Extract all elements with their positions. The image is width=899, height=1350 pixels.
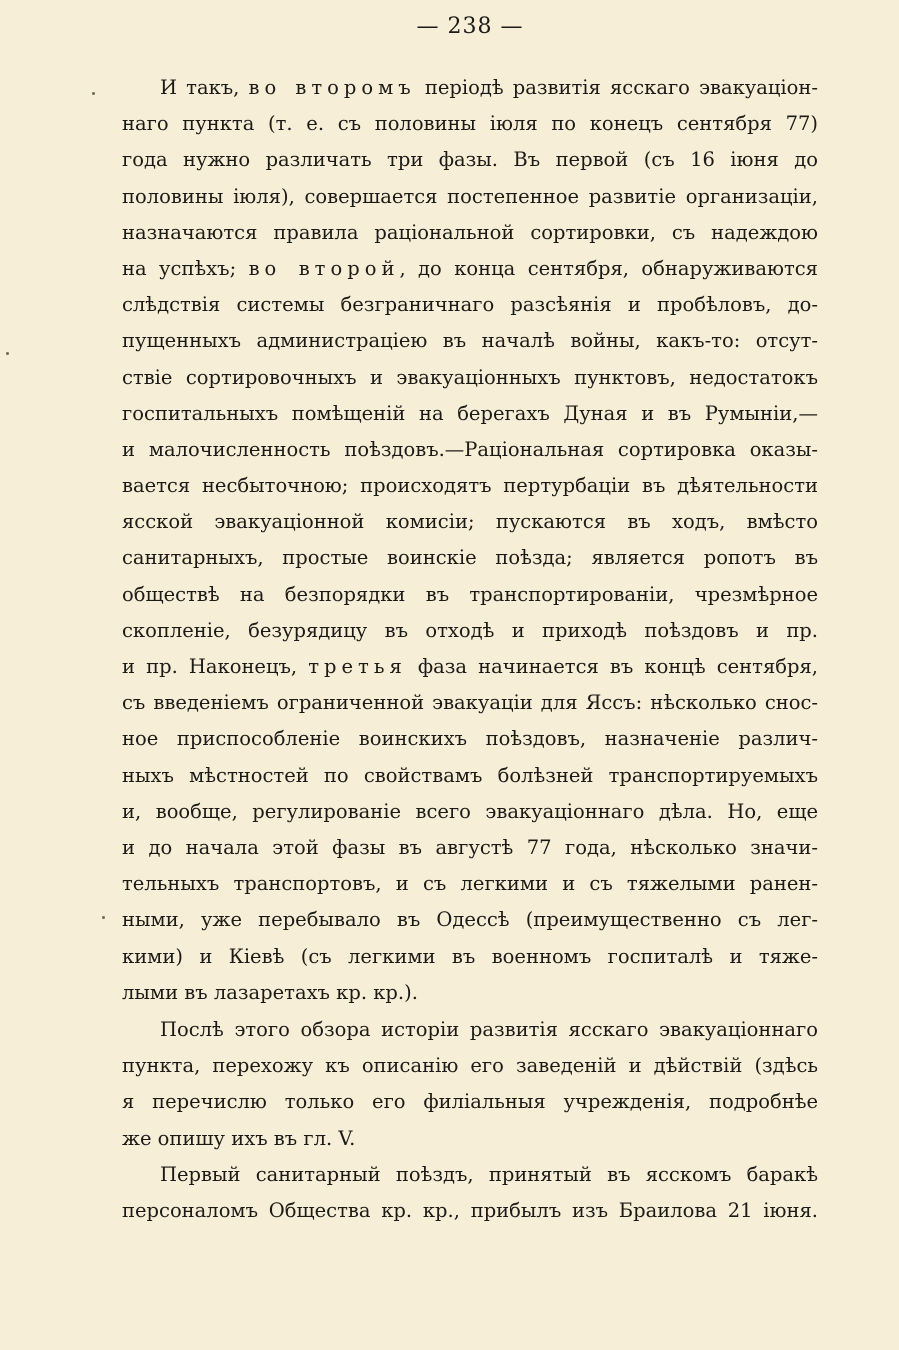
text-line: и малочисленность поѣздовъ.—Раціональная сортировка оказы- — [122, 437, 818, 461]
text-line: Первый санитарный поѣздъ, принятый въ ясскомъ баракѣ — [160, 1163, 818, 1186]
text-line: госпитальныхъ помѣщеній на берегахъ Дуная и въ Румыніи,— — [122, 401, 818, 425]
text-line: кими) и Кіевѣ (съ легкими въ военномъ госпиталѣ и тяже- — [122, 944, 818, 968]
text-line: И такъ, во второмъ періодѣ развитія ясскаго эвакуаціон- — [160, 76, 818, 99]
paper-speck — [92, 92, 95, 95]
text-line: я перечислю только его филіальныя учрежденія, подробнѣе — [122, 1090, 818, 1114]
text-line: лыми въ лазаретахъ кр. кр.). — [122, 980, 418, 1004]
text-line: пущенныхъ администраціею въ началѣ войны, какъ-то: отсут- — [122, 329, 818, 353]
text-line: наго пункта (т. е. съ половины іюля по конецъ сентября 77) — [122, 112, 818, 136]
text-line: слѣдствія системы безграничнаго разсѣянія и пробѣловъ, до- — [122, 293, 818, 317]
text-line: ныхъ мѣстностей по свойствамъ болѣзней транспортируемыхъ — [122, 763, 818, 787]
paragraph-3 — [122, 1157, 818, 1229]
paper-speck — [6, 352, 9, 355]
text-line: и, вообще, регулированіе всего эвакуаціоннаго дѣла. Но, еще — [122, 799, 818, 823]
text-line: скопленіе, безурядицу въ отходѣ и приходѣ поѣздовъ и пр. — [122, 618, 818, 642]
text-line: половины іюля), совершается постепенное развитіе организаціи, — [122, 184, 818, 208]
text-line: персоналомъ Общества кр. кр., прибылъ изъ Браилова 21 іюня. — [122, 1199, 818, 1223]
paper-speck — [102, 916, 105, 919]
text-line: и до начала этой фазы въ августѣ 77 года, нѣсколько значи- — [122, 835, 818, 859]
text-line: же опишу ихъ въ гл. V. — [122, 1126, 356, 1150]
text-line: на успѣхъ; во второй, до конца сентября, обнаруживаются — [122, 256, 818, 280]
text-line: Послѣ этого обзора исторіи развитія ясскаго эвакуаціоннаго — [160, 1018, 818, 1041]
text-line: ными, уже перебывало въ Одессѣ (преимущественно съ лег- — [122, 908, 818, 932]
text-line: обществѣ на безпорядки въ транспортированіи, чрезмѣрное — [122, 582, 818, 606]
text-line: назначаются правила раціональной сортировки, съ надеждою — [122, 220, 818, 244]
paragraph-1 — [122, 70, 818, 1011]
text-line: ясской эвакуаціонной комисіи; пускаются въ ходъ, вмѣсто — [122, 510, 818, 534]
paragraph-2 — [122, 1012, 818, 1157]
text-line: ствіе сортировочныхъ и эвакуаціонныхъ пунктовъ, недостатокъ — [122, 365, 818, 389]
page-number: — 238 — — [416, 14, 524, 39]
text-line: вается несбыточною; происходятъ пертурбаціи въ дѣятельности — [122, 474, 818, 498]
text-line: съ введеніемъ ограниченной эвакуаціи для Яссъ: нѣсколько снос- — [122, 691, 818, 715]
text-line: санитарныхъ, простые воинскіе поѣзда; является ропотъ въ — [122, 546, 818, 570]
text-line: пункта, перехожу къ описанію его заведеній и дѣйствій (здѣсь — [122, 1054, 818, 1078]
text-line: и пр. Наконецъ, третья фаза начинается въ концѣ сентября, — [122, 655, 818, 678]
text-line: года нужно различать три фазы. Въ первой (съ 16 іюня до — [122, 148, 818, 172]
text-line: ное приспособленіе воинскихъ поѣздовъ, назначеніе различ- — [122, 727, 818, 751]
text-line: тельныхъ транспортовъ, и съ легкими и съ тяжелыми ранен- — [122, 872, 818, 896]
